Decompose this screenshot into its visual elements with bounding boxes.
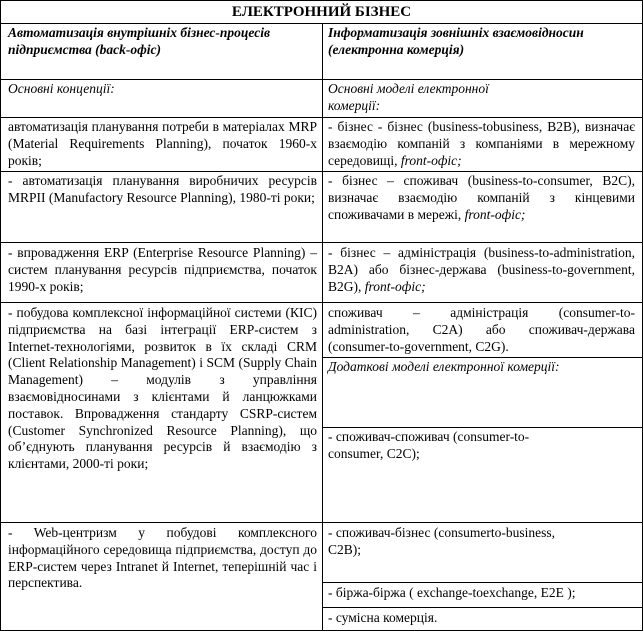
table-title: ЕЛЕКТРОННИЙ БІЗНЕС bbox=[231, 4, 412, 20]
row-divider bbox=[322, 357, 643, 358]
right-item-c2a: споживач – адміністрація (consumer-to-administration, C2A) або споживач-держава (consumer-to-government, C2G). bbox=[328, 305, 635, 354]
left-item-web-centrism: - Web-центризм у побудові комплексного інформаційного середовища підприємства, доступ до ERP-систем через Intranet й Internet, теперішній час і перспектива. bbox=[8, 525, 317, 591]
row-divider bbox=[0, 522, 643, 523]
left-item-mrp: автоматизація планування потреби в матеріалах MRP (Material Requirements Planning), початок 1960-х років; bbox=[8, 119, 317, 168]
left-item-kis: - побудова комплексної інформаційної системи (КІС) підприємства на базі інтеграції ERP-систем з Internet-технологіями, розвиток в їх складі CRM (Client Relationship Management) і SCM (Supply Chain Management) – модулів з управління взаємовідносинами з клієнтами й ланцюжками поставок. Впровадження стандарту CSRP-систем (Customer Synchronized Resource Planning), що об’єднують планування ресурсів й взаємодію з клієнтами, 2000-ті роки; bbox=[8, 305, 317, 472]
row-divider bbox=[0, 302, 643, 303]
row-divider bbox=[322, 427, 643, 428]
right-item-c2b: - споживач-бізнес (consumerto-business, C2B); bbox=[328, 525, 555, 557]
left-column-header: Автоматизація внутрішніх бізнес-процесів підприємства (back-офіс) bbox=[8, 25, 270, 57]
row-divider bbox=[0, 117, 643, 118]
left-item-mrpii: - автоматизація планування виробничих ресурсів MRPII (Manufactory Resource Planning), 1980-ті роки; bbox=[8, 173, 317, 205]
row-divider bbox=[0, 242, 643, 243]
table-border-left bbox=[0, 0, 1, 631]
right-item-c2c: - споживач-споживач (consumer-to-consumer, C2C); bbox=[328, 429, 530, 461]
right-extra-models-label: Додаткові моделі електронної комерції: bbox=[328, 359, 560, 374]
right-column-header: Інформатизація зовнішніх взаємовідносин (електронна комерція) bbox=[328, 25, 584, 57]
left-concepts-label: Основні концепції: bbox=[8, 81, 115, 96]
right-item-e2e: - біржа-біржа ( exchange-toexchange, E2E ); bbox=[328, 585, 576, 600]
row-divider bbox=[0, 171, 643, 172]
left-item-erp: - впровадження ERP (Enterprise Resource Planning) – систем планування ресурсів підприємства, початок 1990-х років; bbox=[8, 245, 317, 294]
right-item-b2c: - бізнес – споживач (business-to-consumer, B2C), визначає взаємодію компаній з кінцевими споживачами в мережі, front-офіс; bbox=[328, 173, 635, 222]
right-basic-models-label: Основні моделі електронної комерції: bbox=[328, 81, 489, 113]
right-item-b2a: - бізнес – адміністрація (business-to-administration, B2A) або бізнес-держава (business-to-government, B2G), front-офіс; bbox=[328, 245, 635, 294]
right-item-joint-commerce: - сумісна комерція. bbox=[328, 610, 438, 625]
column-divider bbox=[322, 23, 323, 631]
table-border-top bbox=[0, 0, 643, 1]
row-divider bbox=[322, 582, 643, 583]
row-divider bbox=[322, 607, 643, 608]
row-divider bbox=[0, 79, 643, 80]
right-item-b2b: - бізнес - бізнес (business-tobusiness, B2B), визначає взаємодію компаній з компаніями в мережному середовищі, front-офіс; bbox=[328, 119, 635, 168]
row-divider bbox=[0, 23, 643, 24]
